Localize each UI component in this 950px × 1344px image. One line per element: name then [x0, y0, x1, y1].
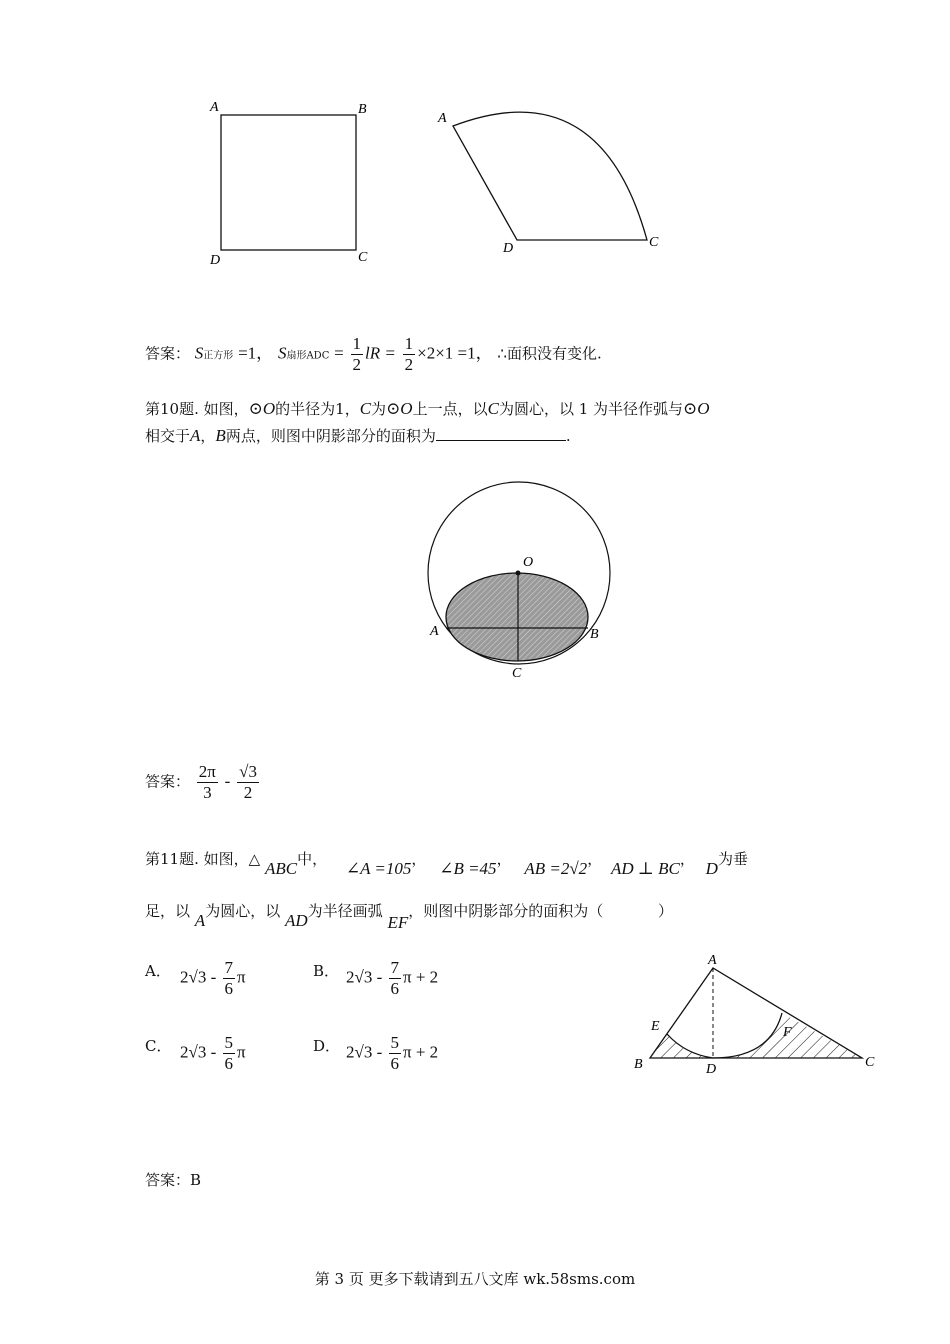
area-subscript: 扇形ADC	[286, 350, 330, 362]
option-label: C．	[145, 1037, 172, 1055]
option-label: D．	[313, 1037, 341, 1055]
square-label-a: A	[210, 100, 219, 115]
square-label-d: D	[210, 253, 221, 268]
fraction-half: $\frac{1}{2}$	[352, 334, 361, 374]
area-symbol: S	[194, 343, 204, 363]
triangle-label-f: F	[783, 1025, 792, 1040]
sector-label-a: A	[438, 111, 447, 126]
circle-label-o: O	[523, 555, 534, 570]
answer-prefix: 答案：	[145, 772, 191, 791]
fraction-half: $\frac{1}{2}$	[404, 334, 414, 374]
triangle-label-a: A	[708, 953, 717, 968]
circle-label-a: A	[430, 624, 439, 639]
conclusion-text: ∴面积没有变化.	[497, 344, 602, 363]
area-subscript: 正方形	[203, 350, 234, 362]
circle-label-b: B	[590, 627, 599, 642]
question-10-line-2: 相交于A，B两点，则图中阴影部分的面积为 .	[145, 426, 571, 445]
equation-part: ×2×1 =1，	[417, 343, 493, 363]
equation-part: =1，	[238, 343, 274, 363]
triangle-label-b: B	[634, 1057, 643, 1072]
question-11-line-1: 第11题. 如图，△ ABC中， ∠A =105， ∠B =45， AB =2√2， AD ⊥ BC， D为垂	[145, 850, 748, 878]
equation-part: =	[334, 343, 344, 363]
triangle-label-e: E	[651, 1019, 660, 1034]
square-label-b: B	[358, 102, 367, 117]
triangle-label-d: D	[706, 1062, 717, 1077]
page-footer: 第 3 页 更多下载请到五八文库 wk.58sms.com	[314, 1270, 636, 1288]
option-b-expr: 2√3 - $\frac{7}{6}$ π + 2	[346, 958, 439, 998]
answer-prefix: 答案：	[145, 344, 191, 363]
option-a-expr: 2√3 - $\frac{7}{6}$ π	[180, 958, 246, 998]
answer-11: 答案：B	[145, 1171, 202, 1189]
option-d-expr: 2√3 - $\frac{5}{6}$ π + 2	[346, 1033, 439, 1073]
equation-part: lR =	[365, 343, 396, 363]
fraction-sqrt3-2: $\frac{√3}{2}$	[239, 762, 257, 802]
question-11-line-2: 足，以 A为圆心，以 AD为半径画弧 EF，则图中阴影部分的面积为（ ）	[145, 902, 674, 932]
minus-sign: -	[224, 771, 231, 791]
sector-label-d: D	[503, 241, 514, 256]
triangle-label-c: C	[865, 1055, 875, 1070]
option-label: B．	[313, 962, 340, 980]
circle-label-c: C	[512, 666, 522, 681]
fraction-2pi-3: $\frac{2\pi}{3}$	[198, 762, 216, 802]
option-c-expr: 2√3 - $\frac{5}{6}$ π	[180, 1033, 246, 1073]
square-label-c: C	[358, 250, 368, 265]
question-10-line-1: 第10题. 如图，⊙O的半径为1，C为⊙O上一点，以C为圆心，以 1 为半径作弧与⊙O	[145, 399, 710, 418]
sector-label-c: C	[649, 235, 659, 250]
option-label: A．	[145, 962, 171, 980]
area-symbol: S	[277, 343, 287, 363]
